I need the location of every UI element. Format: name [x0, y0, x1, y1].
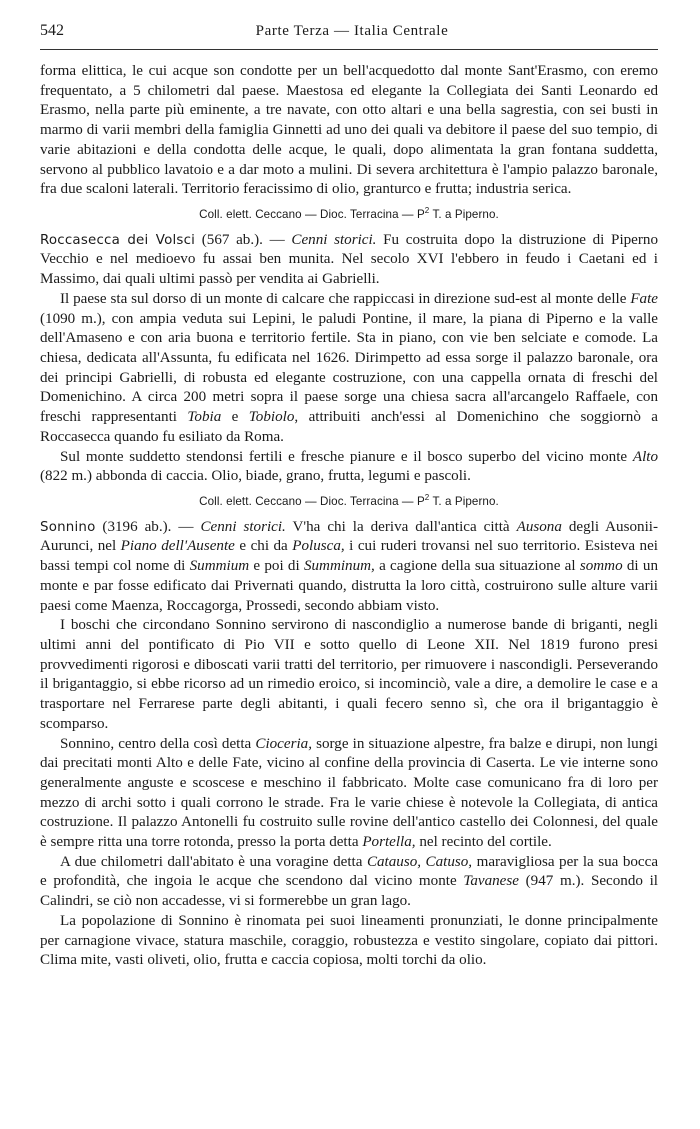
page-body	[40, 62, 658, 971]
electoral-note: Coll. elett. Ceccano — Dioc. Terracina — $P^2$ T. a Piperno.	[199, 205, 499, 221]
entry-heading: Roccasecca dei Volsci	[40, 232, 196, 248]
electoral-note: Coll. elett. Ceccano — Dioc. Terracina — $P^2$ T. a Piperno.	[199, 492, 499, 508]
entry-heading: Sonnino	[40, 519, 96, 535]
paragraph: Sonnino, centro della così detta Cioceria, sorge in situazione alpestre, fra balze e dirupi, non lungi dai precitati monti Alto e delle Fate, vicino al confine della provincia di Caserta. Le vie interne sono generalmente anguste e scoscese e meschino il fabbricato. Molte case comunicano fra di loro per mezzo di archi sotto i quali corrono le strade. Fra le varie chiese è notevole la Collegiata, di antica costruzione. Il palazzo Antonelli fu costruito sulle rovine dell'antico castello dei Colonnesi, del quale è sempre ritta una torre rotonda, presso la porta detta Portella, nel recinto del cortile.	[40, 735, 658, 851]
paragraph: La popolazione di Sonnino è rinomata pei suoi lineamenti pronunziati, le donne principalmente per carnagione vivace, statura maschile, coraggio, robustezza e vestito singolare, copiato dai pittori. Clima mite, vasti oliveti, olio, frutta e caccia copiosa, molti torchi da olio.	[40, 912, 658, 969]
running-header	[40, 22, 658, 50]
paragraph: Sul monte suddetto stendonsi fertili e fresche pianure e il bosco superbo del vicino monte Alto (822 m.) abbonda di caccia. Olio, biade, grano, frutta, legumi e pascoli.	[40, 448, 658, 485]
entry-sonnino: Sonnino (3196 ab.). — Cenni storici. V'ha chi la deriva dall'antica città Ausona degli Ausonii-Aurunci, nel Piano dell'Ausente e chi da Polusca, i cui ruderi trovansi nel suo territorio. Esisteva nei bassi tempi col nome di Summium e poi di Summinum, a cagione della sua situazione al sommo di un monte e par fosse edificato dai Privernati quando, distrutta la loro città, costruirono sulle alture varii paesi come Maenza, Roccagorga, Prossedi, secondo abbiam visto.	[40, 518, 658, 614]
book-page	[40, 22, 658, 971]
paragraph: I boschi che circondano Sonnino servirono di nascondiglio a numerose bande di briganti, negli ultimi anni del pontificato di Pio VII e sotto quello di Leone XII. Nel 1819 furono presi provvedimenti rigorosi e diboscati varii tratti del territorio, per rimuovere i nascondigli. Perseverando il brigantaggio, si ebbe ricorso ad un rimedio eroico, si incominciò, vale a dire, a demolire le case e a trasportare nel Ferrarese parte degli abitanti, i quali fecero senno sì, che ora il brigantaggio è scomparso.	[40, 617, 658, 732]
entry-roccasecca: Roccasecca dei Volsci (567 ab.). — Cenni storici. Fu costruita dopo la distruzione di Piperno Vecchio e nel medioevo fu assai ben munita. Nel secolo XVI l'ebbero in feudo i Caetani ed i Massimo, dai quali ultimi passò per vendita ai Gabrielli.	[40, 231, 658, 288]
running-title: Parte Terza — Italia Centrale	[255, 23, 449, 39]
paragraph-continuation: forma elittica, le cui acque son condotte per un bell'acquedotto dal monte Sant'Erasmo, con eremo frequentato, a 5 chilometri dal paese. Maestosa ed elegante la Collegiata dei Santi Leonardo ed Erasmo, nella parte più eminente, a tre navate, con otto altari e una bella sagrestia, con sei busti in marmo di varii membri della famiglia Ginnetti ad uno dei quali va debitore il paese del suo tempio, di varie abitazioni e della condotta delle acque, le quali, dopo alimentata la gran fontana suddetta, servono al pubblico lavatoio e a dar moto a mulini. Di severa architettura è l'ampio palazzo baronale, fra due scaloni laterali. Territorio feracissimo di olio, granturco e frutta; industria serica.	[40, 63, 658, 198]
paragraph: A due chilometri dall'abitato è una voragine detta Catauso, Catuso, maravigliosa per la sua bocca e profondità, che ingoia le acque che scendono dal vicino monte Tavanese (947 m.). Secondo il Calindri, se ciò non accadesse, vi si formerebbe un gran lago.	[40, 853, 659, 910]
paragraph: Il paese sta sul dorso di un monte di calcare che rappiccasi in direzione sud-est al monte delle Fate (1090 m.), con ampia veduta sui Lepini, le paludi Pontine, il mare, la piana di Piperno e la valle dell'Amaseno e con aria buona e territorio fertile. Sta in piano, con vie ben selciate e comode. La chiesa, dedicata all'Assunta, fu edificata nel 1626. Dirimpetto ad essa sorge il palazzo baronale, ora dei principi Gabrielli, di robusta ed elegante costruzione, con una cappella ornata di freschi del Domenichino. A circa 200 metri sopra il paese sorge una chiesa sacra all'arcangelo Raffaele, con freschi rappresentanti Tobia e Tobiolo, attribuiti anch'essi al Domenichino che soggiornò a Roccasecca quando fu esiliato da Roma.	[40, 290, 658, 445]
page-number: 542	[40, 22, 64, 39]
